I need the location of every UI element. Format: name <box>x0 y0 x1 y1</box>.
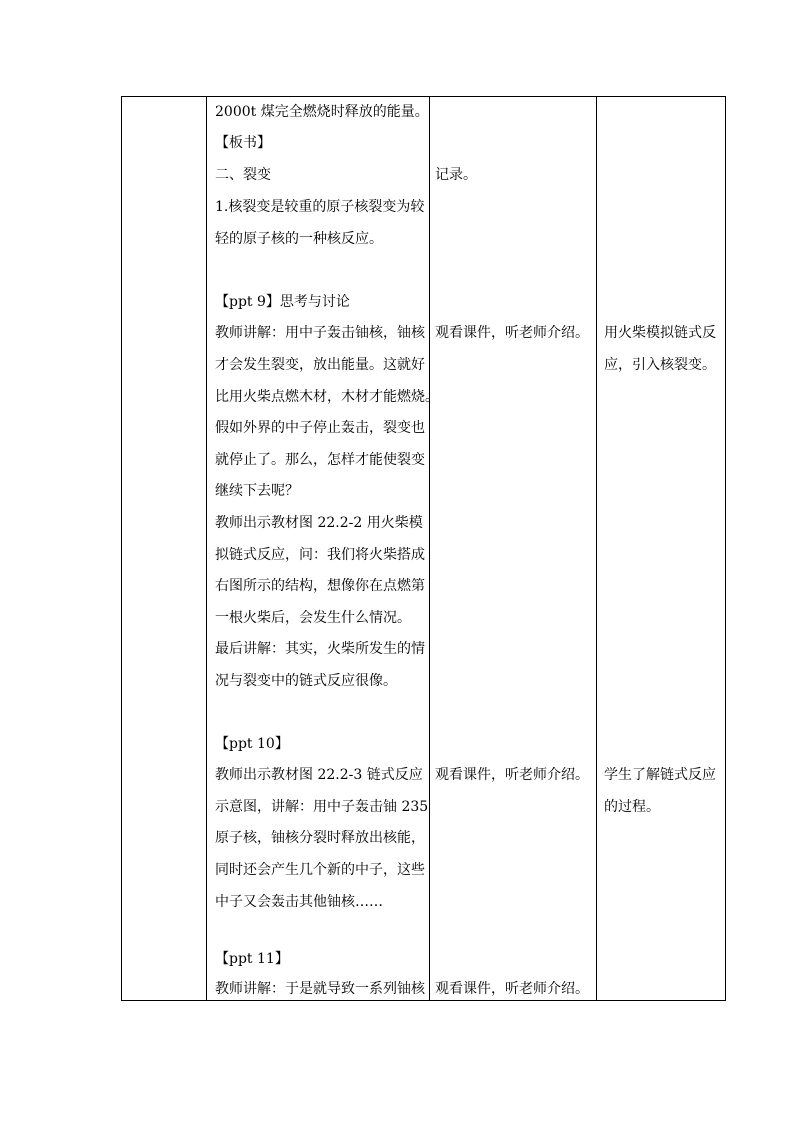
column-divider <box>206 97 207 1000</box>
student-activity-line: 观看课件，听老师介绍。 <box>435 981 589 997</box>
teacher-activity-line: 教师出示教材图 22.2-3 链式反应 <box>215 767 423 783</box>
student-activity-line: 记录。 <box>435 167 477 183</box>
teacher-activity-line: 继续下去呢？ <box>215 483 299 499</box>
teacher-activity-line: 原子核，铀核分裂时释放出核能， <box>215 830 425 846</box>
teacher-activity-line: 最后讲解：其实，火柴所发生的情 <box>215 641 425 657</box>
lesson-plan-table <box>121 96 726 1001</box>
design-intent-line: 的过程。 <box>604 799 660 815</box>
teacher-activity-line: 右图所示的结构，想像你在点燃第 <box>215 578 425 594</box>
teacher-activity-line: 教师讲解：于是就导致一系列铀核 <box>215 981 425 997</box>
teacher-activity-line: 2000t 煤完全燃烧时释放的能量。 <box>215 104 429 120</box>
teacher-activity-line: 假如外界的中子停止轰击，裂变也 <box>215 420 425 436</box>
teacher-activity-line: 示意图，讲解：用中子轰击铀 235 <box>215 799 429 815</box>
teacher-activity-line: 中子又会轰击其他铀核…… <box>215 894 383 910</box>
teacher-activity-line: 轻的原子核的一种核反应。 <box>215 231 383 247</box>
teacher-activity-line: 二、裂变 <box>215 167 271 183</box>
design-intent-line: 学生了解链式反应 <box>604 767 716 783</box>
teacher-activity-line: 【板书】 <box>215 135 271 151</box>
teacher-activity-line: 同时还会产生几个新的中子，这些 <box>215 862 425 878</box>
teacher-activity-line: 一根火柴后，会发生什么情况。 <box>215 610 411 626</box>
student-activity-line: 观看课件，听老师介绍。 <box>435 325 589 341</box>
teacher-activity-line: 况与裂变中的链式反应很像。 <box>215 673 397 689</box>
teacher-activity-line: 比用火柴点燃木材，木材才能燃烧。 <box>215 389 439 405</box>
teacher-activity-line: 【ppt 10】 <box>215 736 289 752</box>
teacher-activity-line: 【ppt 11】 <box>215 951 289 967</box>
teacher-activity-line: 拟链式反应，问：我们将火柴搭成 <box>215 547 425 563</box>
teacher-activity-line: 【ppt 9】思考与讨论 <box>215 294 350 310</box>
student-activity-line: 观看课件，听老师介绍。 <box>435 767 589 783</box>
column-divider <box>596 97 597 1000</box>
teacher-activity-line: 才会发生裂变，放出能量。这就好 <box>215 357 425 373</box>
teacher-activity-line: 教师讲解：用中子轰击铀核，铀核 <box>215 325 425 341</box>
design-intent-line: 应，引入核裂变。 <box>604 357 716 373</box>
column-divider <box>429 97 430 1000</box>
teacher-activity-line: 教师出示教材图 22.2-2 用火柴模 <box>215 515 423 531</box>
design-intent-line: 用火柴模拟链式反 <box>604 325 716 341</box>
teacher-activity-line: 1.核裂变是较重的原子核裂变为较 <box>215 199 425 215</box>
teacher-activity-line: 就停止了。那么，怎样才能使裂变 <box>215 452 425 468</box>
